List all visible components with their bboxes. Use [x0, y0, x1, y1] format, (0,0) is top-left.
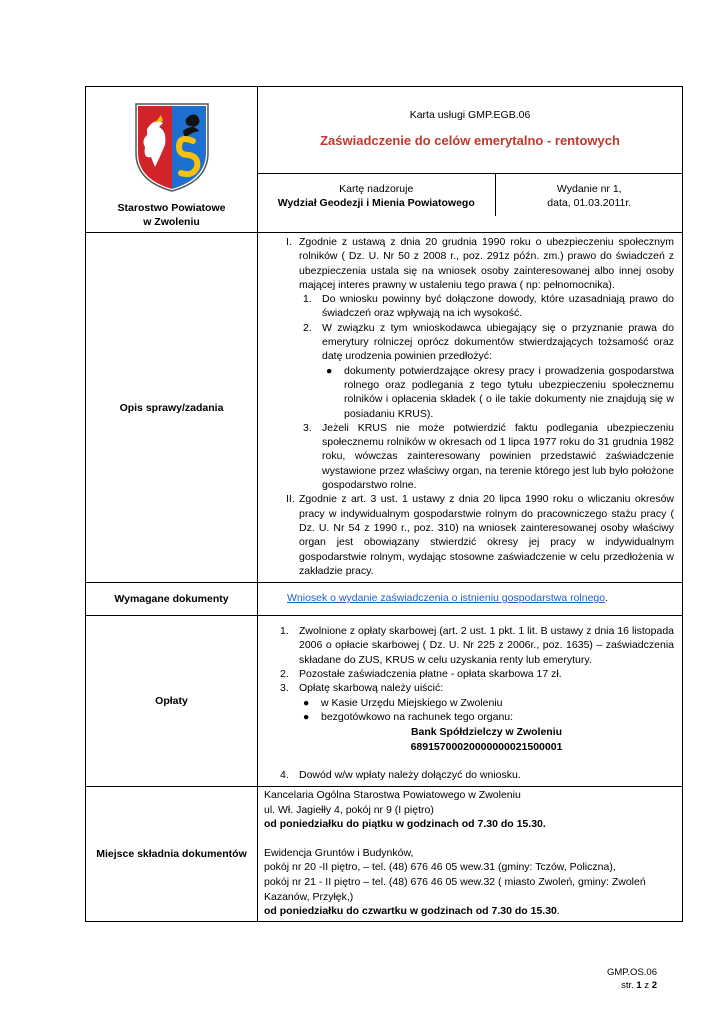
edition-cell [495, 174, 683, 216]
footer-code: GMP.OS.06 [607, 967, 657, 978]
bullet-icon: ● [303, 696, 310, 709]
page-number: str. 1 z 2 [621, 980, 657, 991]
bullet-item: ● bezgotówkowo na rachunek tego organu: [303, 710, 514, 723]
bullet-item: ● dokumenty potwierdzające okresy pracy i prowadzenia gospodarstwa rolnego oraz podlegania z tego tytułu ubezpieczeniu społecznemu rolników i opłacenia składek ( o ile takie dokumenty nie znajdują się w posiadaniu KRUS). [326, 364, 674, 420]
opis-label: Opis sprawy/zadania [86, 233, 258, 583]
office-name: Kancelaria Ogólna Starostwa Powiatowego w Zwoleniu [264, 789, 521, 802]
list-item: 2. W związku z tym wnioskodawca ubiegający się o przyznanie prawa do emerytury rolniczej oprócz dokumentów stwierdzających tożsamość oraz datę urodzenia powinien przedłożyć: ● dokumenty potwierdzające okresy pracy i prowadzenia gospodarstwa rolnego oraz podlegania z tego tytułu ubezpieczeniu społecznemu rolników i opłacenia składek ( o ile takie dokumenty nie znajdują się w posiadaniu KRUS). [303, 321, 674, 420]
supervisor-cell [258, 174, 495, 216]
org-name: Starostwo Powiatowe [117, 202, 226, 214]
list-item: I. Zgodnie z ustawą z dnia 20 grudnia 1990 roku o ubezpieczeniu społecznym rolników ( Dz. U. Nr 50 z 2008 r., poz. 291z późn. zm.) prawo do świadczeń z ubezpieczenia ustala się na wniosek osoby zainteresowanej albo innej osoby mającej interes prawny w ustaleniu tego prawa ( np: pełnomocnika). 1. Do wniosku powinny być dołączone dowody, które uzasadniają prawo do świadczeń oraz wpływają na ich wysokość. 2. W związku z tym wnioskodawca ubiegający się o przyznanie prawa do emerytury rolniczej oprócz dokumentów stwierdzających tożsamość oraz datę urodzenia powinien przedłożyć: ● dokumenty potwierdzające okresy pracy i prowadzenia gospodarstwa rolnego oraz podlegania z tego tytułu ubezpieczeniu społecznemu rolników i opłacenia składek ( o ile takie dokumenty nie znajdują się w posiadaniu KRUS). 3. Jeżeli KRUS nie może potwierdzić faktu podlegania ubezpieczeniu społecznemu rolników w okresach od 1 lipca 1977 roku do 31 grudnia 1982 roku, wówczas zainteresowany powinien przedstawić zaświadczenie wystawione przez właściwy organ, na terenie którego jest lub było położone gospodarstwo rolne. [286, 236, 674, 492]
miejsce-label: Miejsce składnia dokumentów [86, 787, 258, 922]
opis-content [258, 233, 683, 583]
list-item: 2. Pozostałe zaświadczenia płatne - opłata skarbowa 17 zł. [280, 668, 562, 681]
office-hours: od poniedziałku do piątku w godzinach od 7.30 do 15.30. [264, 818, 546, 831]
office-address: ul. Wł. Jagiełły 4, pokój nr 9 (I piętro) [264, 803, 434, 816]
bullet-item: ● w Kasie Urzędu Miejskiego w Zwoleniu [303, 696, 503, 709]
opis-section-i: Zgodnie z ustawą z dnia 20 grudnia 1990 roku o ubezpieczeniu społecznym rolników ( Dz. U. Nr 50 z 2008 r., poz. 291z późn. zm.) prawo do świadczeń z ubezpieczenia ustala się na wniosek osoby zainteresowanej albo innej osoby mającej interes prawny w ustaleniu tego prawa ( np: pełnomocnika). [299, 236, 674, 291]
wymagane-content: Wniosek o wydanie zaświadczenia o istnieniu gospodarstwa rolnego. [258, 583, 683, 616]
header-logo-cell [86, 87, 258, 233]
room-20-contact: pokój nr 20 -II piętro, – tel. (48) 676 46 05 wew.31 (gminy: Tczów, Policzna), [264, 861, 616, 874]
list-item: 1. Do wniosku powinny być dołączone dowody, które uzasadniają prawo do świadczeń oraz wpływają na ich wysokość. [303, 293, 674, 320]
department-hours: od poniedziałku do czwartku w godzinach od 7.30 do 15.30 [264, 905, 557, 918]
opis-section-ii: Zgodnie z art. 3 ust. 1 ustawy z dnia 20 lipca 1990 roku o wliczaniu okresów pracy w indywidualnym gospodarstwie rolnym do pracowniczego stażu pracy ( Dz. U. Nr 54 z 1990 r., poz. 310) na wniosek zainteresowanej osoby właściwy organ jest obowiązany stwierdzić okresy jej pracy w indywidualnym gospodarstwie rolnym, wydając stosowne zaświadczenie w celu przedłożenia w zakładzie pracy. [299, 493, 674, 577]
bank-name: Bank Spółdzielczy w Zwoleniu [410, 726, 563, 739]
oplaty-content [258, 616, 683, 787]
list-item: II. Zgodnie z art. 3 ust. 1 ustawy z dnia 20 lipca 1990 roku o wliczaniu okresów pracy w indywidualnym gospodarstwie rolnym do pracowniczego stażu pracy ( Dz. U. Nr 54 z 1990 r., poz. 310) na wniosek zainteresowanej osoby właściwy organ jest obowiązany stwierdzić okresy jej pracy w indywidualnym gospodarstwie rolnym, wydając stosowne zaświadczenie w celu przedłożenia w zakładzie pracy. [286, 493, 674, 577]
oplaty-label: Opłaty [86, 616, 258, 787]
application-form-link[interactable]: Wniosek o wydanie zaświadczenia o istnieniu gospodarstwa rolnego [287, 591, 606, 604]
bullet-icon: ● [303, 710, 310, 723]
room-21-contact: pokój nr 21 - II piętro – tel. (48) 676 46 05 wew.32 ( miasto Zwoleń, gminy: Zwoleń Kazanów, Przyłęk,) [264, 876, 646, 903]
document-title: Zaświadczenie do celów emerytalno - rentowych [320, 133, 620, 148]
org-city: w Zwoleniu [143, 216, 200, 228]
list-item: 3. Jeżeli KRUS nie może potwierdzić faktu podlegania ubezpieczeniu społecznemu rolników w okresach od 1 lipca 1977 roku do 31 grudnia 1982 roku, wówczas zainteresowany powinien przedstawić zaświadczenie wystawione przez właściwy organ, na terenie którego jest lub było położone gospodarstwo rolne. [303, 421, 674, 492]
list-item: 3. Opłatę skarbową należy uiścić: ● w Kasie Urzędu Miejskiego w Zwoleniu ● bezgotówkowo na rachunek tego organu: Bank Spółdzielczy w Zwoleniu 68915700020000000021500001 [276, 681, 674, 753]
header-title-cell [258, 87, 683, 174]
edition-number: Wydanie nr 1, [556, 183, 622, 195]
bullet-icon: ● [326, 364, 333, 377]
page-footer [607, 966, 657, 992]
department-name: Ewidencja Gruntów i Budynków, [264, 846, 414, 859]
service-card-table [85, 86, 683, 922]
supervisor-department: Wydział Geodezji i Mienia Powiatowego [277, 197, 475, 209]
list-item: 4. Dowód w/w wpłaty należy dołączyć do wniosku. [280, 768, 521, 781]
bank-account-number: 68915700020000000021500001 [410, 740, 563, 753]
edition-date: data, 01.03.2011r. [547, 197, 632, 209]
wymagane-label: Wymagane dokumenty [86, 583, 258, 616]
coat-of-arms-icon [133, 101, 211, 193]
header-meta-cell [258, 174, 683, 233]
list-item: 1. Zwolnione z opłaty skarbowej (art. 2 ust. 1 pkt. 1 lit. B ustawy z dnia 16 listopada 2006 o opłacie skarbowej ( Dz. U. Nr 225 z 2006r., poz. 1635) – zaświadczenia składane do ZUS, KRUS w celu uzyskania renty lub emerytury. [280, 625, 674, 666]
miejsce-content: Kancelaria Ogólna Starostwa Powiatowego w Zwoleniu ul. Wł. Jagiełły 4, pokój nr 9 (I piętro) od poniedziałku do piątku w godzinach od 7.30 do 15.30. Ewidencja Gruntów i Budynków, pokój nr 20 -II piętro, – tel. (48) 676 46 05 wew.31 (gminy: Tczów, Policzna), pokój nr 21 - II piętro – tel. (48) 676 46 05 wew.32 ( miasto Zwoleń, gminy: Zwoleń Kazanów, Przyłęk,) od poniedziałku do czwartku w godzinach od 7.30 do 15.30. [258, 787, 683, 922]
supervisor-label: Kartę nadzoruje [339, 183, 414, 195]
card-number: Karta usługi GMP.EGB.06 [409, 109, 531, 121]
